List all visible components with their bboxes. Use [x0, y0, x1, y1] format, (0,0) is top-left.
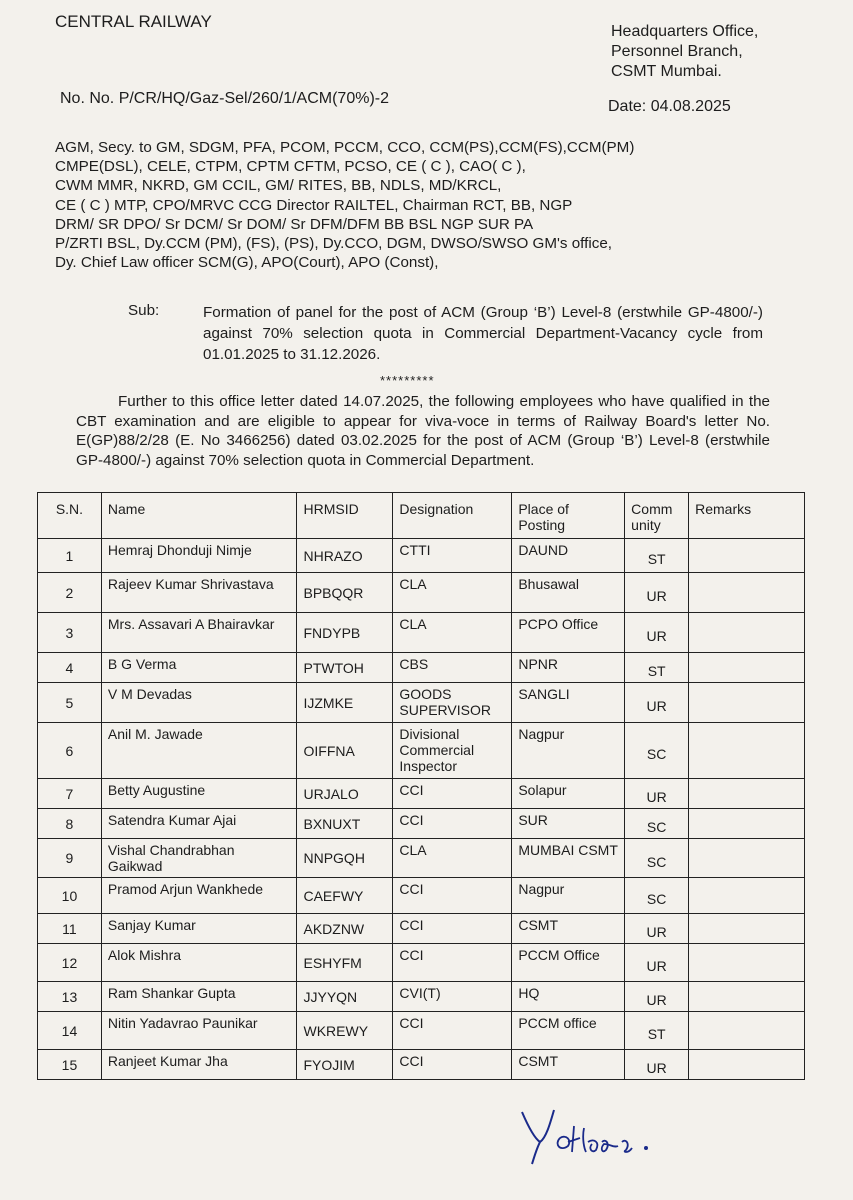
addressee-line: Dy. Chief Law officer SCM(G), APO(Court), APO (Const),	[55, 254, 439, 272]
cell-designation: Divisional Commercial Inspector	[393, 723, 512, 779]
table-row	[38, 1012, 805, 1050]
cell-place: DAUND	[512, 539, 625, 573]
cell-sn: 11	[38, 914, 102, 944]
cell-community: UR	[625, 683, 689, 723]
cell-community: UR	[625, 1050, 689, 1080]
cell-place: Nagpur	[512, 723, 625, 779]
cell-sn: 1	[38, 539, 102, 573]
table-row	[38, 914, 805, 944]
cell-place: NPNR	[512, 653, 625, 683]
addressee-list	[55, 138, 634, 272]
cell-name: Sanjay Kumar	[101, 914, 297, 944]
cell-place: SANGLI	[512, 683, 625, 723]
letter-number: No. No. P/CR/HQ/Gaz-Sel/260/1/ACM(70%)-2	[60, 90, 389, 107]
table-row	[38, 723, 805, 779]
cell-designation: CCI	[393, 809, 512, 839]
cell-name: Vishal Chandrabhan Gaikwad	[101, 839, 297, 878]
cell-designation: CLA	[393, 839, 512, 878]
office-line: CSMT Mumbai.	[611, 63, 722, 80]
cell-hrmsid: BPBQQR	[297, 573, 393, 613]
cell-place: PCCM office	[512, 1012, 625, 1050]
cell-sn: 5	[38, 683, 102, 723]
cell-place: Bhusawal	[512, 573, 625, 613]
cell-name: Betty Augustine	[101, 779, 297, 809]
cell-sn: 7	[38, 779, 102, 809]
subject-label: Sub:	[128, 302, 160, 319]
table-header-row	[38, 493, 805, 539]
cell-designation: GOODS SUPERVISOR	[393, 683, 512, 723]
cell-remarks	[689, 683, 805, 723]
table-row	[38, 613, 805, 653]
cell-designation: CTTI	[393, 539, 512, 573]
cell-sn: 14	[38, 1012, 102, 1050]
table-row	[38, 573, 805, 613]
cell-hrmsid: CAEFWY	[297, 878, 393, 914]
cell-place: PCPO Office	[512, 613, 625, 653]
separator: *********	[380, 373, 435, 388]
cell-name: Satendra Kumar Ajai	[101, 809, 297, 839]
cell-remarks	[689, 1012, 805, 1050]
cell-designation: CVI(T)	[393, 982, 512, 1012]
cell-hrmsid: URJALO	[297, 779, 393, 809]
cell-designation: CCI	[393, 914, 512, 944]
cell-remarks	[689, 723, 805, 779]
addressee-line: CMPE(DSL), CELE, CTPM, CPTM CFTM, PCSO, CE ( C ), CAO( C ),	[55, 158, 526, 176]
cell-community: SC	[625, 809, 689, 839]
cell-hrmsid: OIFFNA	[297, 723, 393, 779]
cell-place: MUMBAI CSMT	[512, 839, 625, 878]
cell-community: UR	[625, 982, 689, 1012]
col-header-remarks: Remarks	[689, 493, 805, 539]
col-header-hrmsid: HRMSID	[297, 493, 393, 539]
col-header-name: Name	[101, 493, 297, 539]
cell-community: UR	[625, 944, 689, 982]
cell-hrmsid: NHRAZO	[297, 539, 393, 573]
addressee-line: DRM/ SR DPO/ Sr DCM/ Sr DOM/ Sr DFM/DFM BB BSL NGP SUR PA	[55, 215, 534, 233]
cell-hrmsid: WKREWY	[297, 1012, 393, 1050]
cell-name: Mrs. Assavari A Bhairavkar	[101, 613, 297, 653]
cell-community: UR	[625, 613, 689, 653]
cell-designation: CCI	[393, 1050, 512, 1080]
cell-name: Rajeev Kumar Shrivastava	[101, 573, 297, 613]
cell-name: V M Devadas	[101, 683, 297, 723]
body-paragraph: Further to this office letter dated 14.07.2025, the following employees who have qualified in the CBT examination and are eligible to appear for viva-voce in terms of Railway Board's letter No. E(GP)88/2/28 (E. No 3466256) dated 03.02.2025 for the post of ACM (Group ‘B’) Level-8 (erstwhile GP-4800/-) against 70% selection quota in Commercial Department.	[76, 393, 770, 469]
cell-community: SC	[625, 878, 689, 914]
cell-community: UR	[625, 779, 689, 809]
cell-sn: 2	[38, 573, 102, 613]
cell-designation: CCI	[393, 944, 512, 982]
cell-remarks	[689, 914, 805, 944]
table-row	[38, 779, 805, 809]
table-row	[38, 944, 805, 982]
col-header-sn: S.N.	[38, 493, 102, 539]
cell-name: Alok Mishra	[101, 944, 297, 982]
cell-name: Nitin Yadavrao Paunikar	[101, 1012, 297, 1050]
cell-remarks	[689, 573, 805, 613]
cell-remarks	[689, 944, 805, 982]
col-header-designation: Designation	[393, 493, 512, 539]
cell-name: Anil M. Jawade	[101, 723, 297, 779]
candidate-table	[37, 492, 805, 1080]
cell-community: ST	[625, 1012, 689, 1050]
cell-designation: CCI	[393, 878, 512, 914]
office-line: Headquarters Office,	[611, 23, 759, 40]
cell-sn: 9	[38, 839, 102, 878]
table-row	[38, 1050, 805, 1080]
cell-hrmsid: ESHYFM	[297, 944, 393, 982]
cell-hrmsid: IJZMKE	[297, 683, 393, 723]
cell-sn: 12	[38, 944, 102, 982]
cell-remarks	[689, 809, 805, 839]
cell-name: B G Verma	[101, 653, 297, 683]
office-line: Personnel Branch,	[611, 43, 743, 60]
cell-remarks	[689, 539, 805, 573]
cell-sn: 10	[38, 878, 102, 914]
cell-designation: CLA	[393, 573, 512, 613]
cell-community: UR	[625, 573, 689, 613]
cell-place: CSMT	[512, 914, 625, 944]
cell-community: ST	[625, 539, 689, 573]
cell-place: Solapur	[512, 779, 625, 809]
col-header-place: Place of Posting	[512, 493, 625, 539]
cell-remarks	[689, 1050, 805, 1080]
cell-sn: 8	[38, 809, 102, 839]
cell-sn: 13	[38, 982, 102, 1012]
cell-community: ST	[625, 653, 689, 683]
table-row	[38, 653, 805, 683]
cell-designation: CBS	[393, 653, 512, 683]
cell-place: SUR	[512, 809, 625, 839]
cell-place: Nagpur	[512, 878, 625, 914]
cell-remarks	[689, 839, 805, 878]
addressee-line: CE ( C ) MTP, CPO/MRVC CCG Director RAILTEL, Chairman RCT, BB, NGP	[55, 196, 573, 214]
cell-name: Pramod Arjun Wankhede	[101, 878, 297, 914]
cell-remarks	[689, 878, 805, 914]
cell-designation: CCI	[393, 1012, 512, 1050]
cell-hrmsid: BXNUXT	[297, 809, 393, 839]
cell-name: Ranjeet Kumar Jha	[101, 1050, 297, 1080]
cell-hrmsid: AKDZNW	[297, 914, 393, 944]
cell-name: Ram Shankar Gupta	[101, 982, 297, 1012]
table-row	[38, 539, 805, 573]
cell-community: SC	[625, 723, 689, 779]
cell-remarks	[689, 613, 805, 653]
table-row	[38, 878, 805, 914]
cell-sn: 15	[38, 1050, 102, 1080]
cell-designation: CLA	[393, 613, 512, 653]
cell-community: SC	[625, 839, 689, 878]
cell-community: UR	[625, 914, 689, 944]
cell-hrmsid: FYOJIM	[297, 1050, 393, 1080]
cell-hrmsid: FNDYPB	[297, 613, 393, 653]
addressee-line: P/ZRTI BSL, Dy.CCM (PM), (FS), (PS), Dy.CCO, DGM, DWSO/SWSO GM's office,	[55, 235, 612, 253]
table-row	[38, 839, 805, 878]
subject-text: Formation of panel for the post of ACM (Group ‘B’) Level-8 (erstwhile GP-4800/-) against 70% selection quota in Commercial Department-Vacancy cycle from 01.01.2025 to 31.12.2026.	[203, 304, 763, 363]
cell-place: PCCM Office	[512, 944, 625, 982]
cell-hrmsid: JJYYQN	[297, 982, 393, 1012]
signature	[510, 1098, 700, 1168]
cell-name: Hemraj Dhonduji Nimje	[101, 539, 297, 573]
cell-hrmsid: PTWTOH	[297, 653, 393, 683]
cell-remarks	[689, 779, 805, 809]
table-row	[38, 683, 805, 723]
table-row	[38, 982, 805, 1012]
cell-hrmsid: NNPGQH	[297, 839, 393, 878]
addressee-line: CWM MMR, NKRD, GM CCIL, GM/ RITES, BB, NDLS, MD/KRCL,	[55, 177, 502, 195]
cell-designation: CCI	[393, 779, 512, 809]
organization-name: CENTRAL RAILWAY	[55, 12, 212, 31]
letter-date: Date: 04.08.2025	[608, 98, 731, 115]
cell-place: CSMT	[512, 1050, 625, 1080]
table-row	[38, 809, 805, 839]
addressee-line: AGM, Secy. to GM, SDGM, PFA, PCOM, PCCM, CCO, CCM(PS),CCM(FS),CCM(PM)	[55, 139, 635, 156]
cell-sn: 4	[38, 653, 102, 683]
cell-place: HQ	[512, 982, 625, 1012]
cell-remarks	[689, 653, 805, 683]
office-address	[611, 22, 758, 82]
cell-remarks	[689, 982, 805, 1012]
cell-sn: 3	[38, 613, 102, 653]
col-header-community: Comm unity	[625, 493, 689, 539]
cell-sn: 6	[38, 723, 102, 779]
